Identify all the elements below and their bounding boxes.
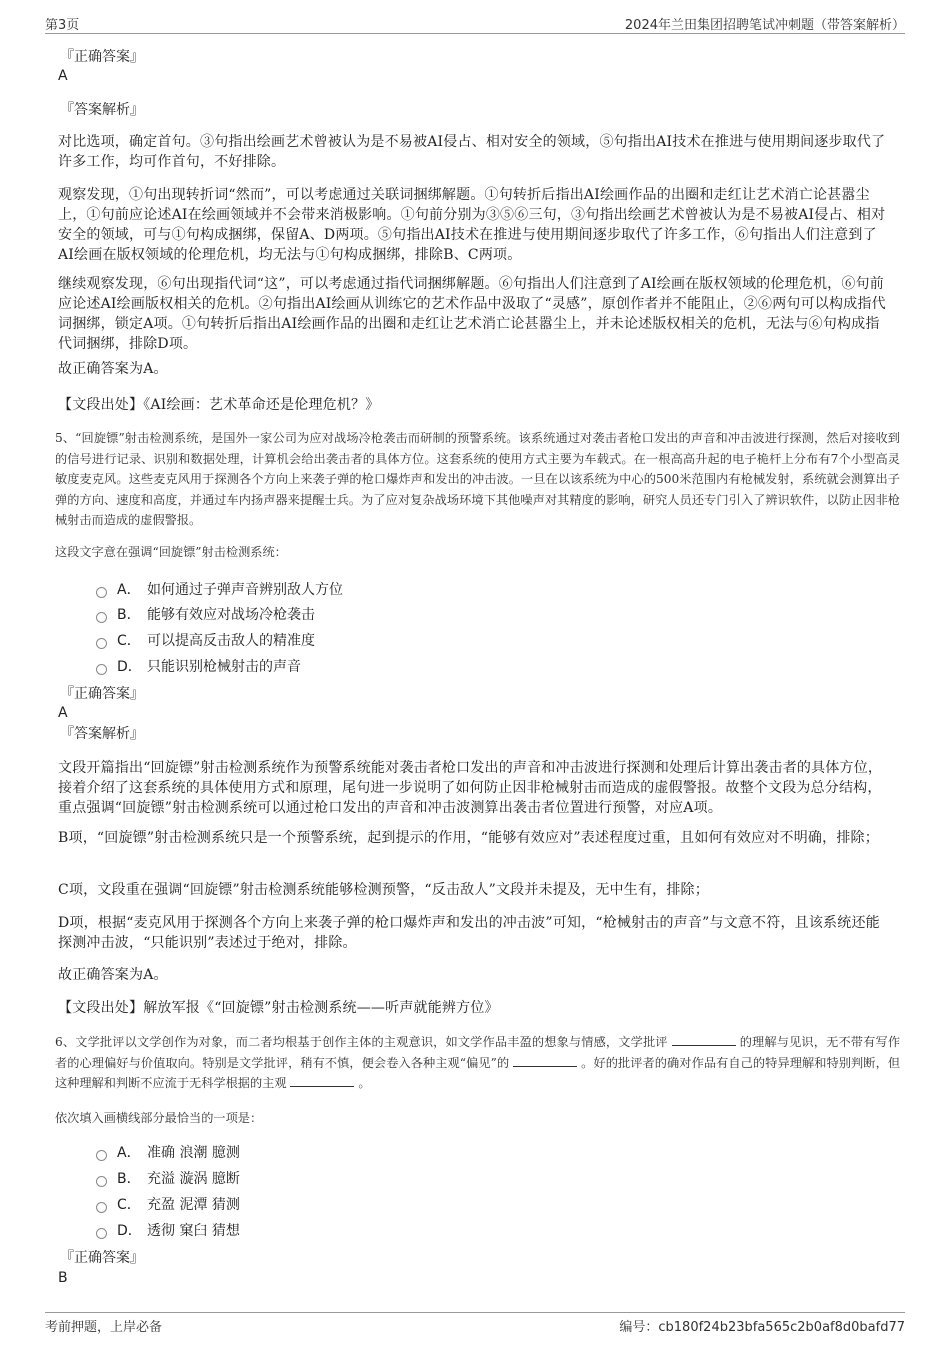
footer-slogan: 考前押题，上岸必备 xyxy=(45,1320,163,1335)
q4-analysis-p1: 对比选项，确定首句。③句指出绘画艺术曾被认为是不易被AI侵占、相对安全的领域，⑤句指出AI技术在推进与使用期间逐步取代了许多工作，均可作首句，不好排除。 xyxy=(58,134,886,170)
radio-icon[interactable] xyxy=(96,664,107,675)
radio-icon[interactable] xyxy=(96,638,107,649)
option-text: 透彻 窠臼 猜想 xyxy=(147,1223,240,1239)
option-text: 充盈 泥潭 猜测 xyxy=(147,1197,240,1213)
q5-passage: 5、“回旋镖”射击检测系统，是国外一家公司为应对战场冷枪袭击而研制的预警系统。该系统通过对袭击者枪口发出的声音和冲击波进行探测，然后对接收到的信号进行记录、识别和数据处理，计算机会给出袭击者的具体方位。这套系统的使用方式主要为车载式。在一根高高升起的电子桅杆上分布有7个小型高灵敏度麦克风。这些麦克风用于探测各个方向上来袭子弹的枪口爆炸声和发出的冲击波。一旦在以该系统为中心的500米范围内有枪械发射，系统就会测算出子弹的方向、速度和高度，并通过车内扬声器来提醒士兵。为了应对复杂战场环境下其他噪声对其精度的影响，研究人员还专门引入了辨识软件，以防止因非枪械射击而造成的虚假警报。 xyxy=(55,431,900,528)
option-key: A． xyxy=(117,1145,141,1161)
document-title: 2024年兰田集团招聘笔试冲刺题（带答案解析） xyxy=(624,18,905,33)
q4-analysis-p3: 继续观察发现，⑥句出现指代词“这”，可以考虑通过指代词捆绑解题。⑥句指出人们注意到了AI绘画在版权领域的伦理危机，⑥句前应论述AI绘画版权相关的危机。②句指出AI绘画从训练它的艺术作品中汲取了“灵感”，原创作者并不能阻止，②⑥两句可以构成指代词捆绑，锁定A项。①句转折后指出AI绘画作品的出圈和走红让艺术消亡论甚嚣尘上，并未论述版权相关的危机，无法与⑥句构成指代词捆绑，排除D项。 xyxy=(58,276,886,352)
q6-option-c[interactable] xyxy=(96,1195,240,1215)
document-id: 编号：cb180f24b23bfa565c2b0af8d0bafd77 xyxy=(619,1320,905,1335)
q4-conclusion: 故正确答案为A。 xyxy=(58,361,168,377)
option-text: 准确 浪潮 臆测 xyxy=(147,1145,240,1161)
q5-stem: 这段文字意在强调“回旋镖”射击检测系统： xyxy=(55,545,287,559)
option-key: B． xyxy=(117,607,141,623)
q5-analysis-tag: 『答案解析』 xyxy=(60,726,144,742)
page-header xyxy=(45,12,905,34)
q5-analysis-p2: B项，“回旋镖”射击检测系统只是一个预警系统，起到提示的作用，“能够有效应对”表述程度过重，且如何有效应对不明确，排除； xyxy=(58,830,879,846)
q6-option-d[interactable] xyxy=(96,1221,240,1241)
radio-icon[interactable] xyxy=(96,587,107,598)
option-key: D． xyxy=(117,1223,142,1239)
q5-analysis-p4: D项，根据“麦克风用于探测各个方向上来袭子弹的枪口爆炸声和发出的冲击波”可知，“枪械射击的声音”与文意不符，且该系统还能探测冲击波，“只能识别”表述过于绝对，排除。 xyxy=(58,915,880,951)
option-text: 能够有效应对战场冷枪袭击 xyxy=(147,607,315,623)
radio-icon[interactable] xyxy=(96,1150,107,1161)
q6-option-a[interactable] xyxy=(96,1143,240,1163)
q5-option-c[interactable] xyxy=(96,631,315,651)
q4-answer-tag: 『正确答案』 xyxy=(60,49,144,65)
q5-analysis-p1: 文段开篇指出“回旋镖”射击检测系统作为预警系统能对袭击者枪口发出的声音和冲击波进行探测和处理后计算出袭击者的具体方位，接着介绍了这套系统的具体使用方式和原理，尾句进一步说明了如何防止因非枪械射击而造成的虚假警报。故整个文段为总分结构，重点强调“回旋镖”射击检测系统可以通过枪口发出的声音和冲击波测算出袭击者位置进行预警，对应A项。 xyxy=(58,760,883,816)
radio-icon[interactable] xyxy=(96,1176,107,1187)
q5-option-a[interactable] xyxy=(96,580,343,600)
option-key: A． xyxy=(117,582,141,598)
option-text: 充溢 漩涡 臆断 xyxy=(147,1171,240,1187)
radio-icon[interactable] xyxy=(96,1228,107,1239)
q6-passage-part-a: 6、文学批评以文学创作为对象，而二者均根基于创作主体的主观意识，如文学作品丰盈的想象与情感，文学批评 xyxy=(55,1035,668,1049)
fill-blank-3 xyxy=(290,1075,354,1087)
option-key: B． xyxy=(117,1171,141,1187)
fill-blank-1 xyxy=(672,1034,736,1046)
option-text: 如何通过子弹声音辨别敌人方位 xyxy=(147,582,343,598)
option-key: C． xyxy=(117,633,141,649)
page-number: 第3页 xyxy=(45,18,80,33)
page-footer xyxy=(45,1312,905,1336)
q4-analysis-p2: 观察发现，①句出现转折词“然而”，可以考虑通过关联词捆绑解题。①句转折后指出AI绘画作品的出圈和走红让艺术消亡论甚嚣尘上，①句前应论述AI在绘画领域并不会带来消极影响。①句前分别为③⑤⑥三句，③句指出绘画艺术曾被认为是不易被AI侵占、相对安全的领域，可与①句构成捆绑，保留A、D两项。⑤句指出AI技术在推进与使用期间逐步取代了许多工作，⑥句指出人们注意到了AI绘画在版权领域的伦理危机，均无法与①句构成捆绑，排除B、C两项。 xyxy=(58,187,886,263)
q6-passage-part-b: 的理解与见识，无不带有写作者的心理偏好与价值取向。特别是文学批评，稍有不慎，便会卷入各种主观“偏见”的 xyxy=(55,1035,901,1070)
option-key: D． xyxy=(117,659,142,675)
q6-passage-part-d: 。 xyxy=(358,1076,371,1091)
q4-answer: A xyxy=(58,68,68,84)
option-key: C． xyxy=(117,1197,141,1213)
q5-option-b[interactable] xyxy=(96,605,315,625)
q6-stem: 依次填入画横线部分最恰当的一项是： xyxy=(55,1111,263,1125)
option-text: 可以提高反击敌人的精准度 xyxy=(147,633,315,649)
radio-icon[interactable] xyxy=(96,1202,107,1213)
option-text: 只能识别枪械射击的声音 xyxy=(147,659,301,675)
q6-passage-part-c: 。好的批评者的确对作品有自己的特异理解和特别判断，但这种理解和判断不应流于无科学根据的主观 xyxy=(55,1055,901,1091)
q6-answer: B xyxy=(58,1270,68,1286)
q6-passage xyxy=(55,1032,900,1094)
fill-blank-2 xyxy=(513,1055,577,1067)
q4-analysis-tag: 『答案解析』 xyxy=(60,102,144,118)
radio-icon[interactable] xyxy=(96,612,107,623)
q5-answer: A xyxy=(58,705,68,721)
q5-source: 【文段出处】解放军报《“回旋镖”射击检测系统——听声就能辨方位》 xyxy=(58,1000,499,1016)
q5-analysis-p3: C项，文段重在强调“回旋镖”射击检测系统能够检测预警，“反击敌人”文段并未提及，无中生有，排除； xyxy=(58,882,709,898)
q6-option-b[interactable] xyxy=(96,1169,240,1189)
q4-source: 【文段出处】《AI绘画：艺术革命还是伦理危机？》 xyxy=(58,397,380,413)
q5-conclusion: 故正确答案为A。 xyxy=(58,967,168,983)
q5-option-d[interactable] xyxy=(96,657,301,677)
q6-answer-tag: 『正确答案』 xyxy=(60,1250,144,1266)
q5-answer-tag: 『正确答案』 xyxy=(60,686,144,702)
